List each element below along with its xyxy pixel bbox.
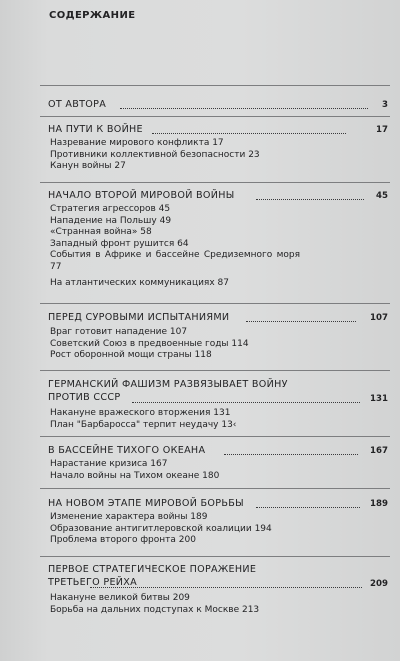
toc-item: «Странная война» 58 [50,227,152,238]
toc-item: Накануне вражеского вторжения 131 [50,408,231,418]
chapter-page: 3 [382,100,388,110]
chapter-divider [40,370,390,371]
chapter-page: 209 [370,579,388,589]
chapter-title: ГЕРМАНСКИЙ ФАШИЗМ РАЗВЯЗЫВАЕТ ВОЙНУ ПРОТИВ СССР [48,379,288,403]
chapter-title: В БАССЕЙНЕ ТИХОГО ОКЕАНА [48,445,206,456]
toc-chapter [48,311,388,362]
chapter-title: ОТ АВТОРА [48,99,107,110]
leader-dots [132,402,360,403]
toc-item: Проблема второго фронта 200 [50,535,196,546]
chapter-divider [40,556,390,557]
toc-item: Изменение характера войны 189 [50,512,208,522]
toc-chapter [48,497,388,547]
chapter-title: НА ПУТИ К ВОЙНЕ [48,124,143,135]
chapter-divider [40,182,390,183]
toc-chapter [48,98,388,111]
chapter-page: 189 [370,499,388,509]
page-title: СОДЕРЖАНИЕ [49,10,136,21]
toc-item: Советский Союз в предвоенные годы 114 [50,338,249,349]
toc-item: Начало войны на Тихом океане 180 [50,470,220,481]
chapter-title: НА НОВОМ ЭТАПЕ МИРОВОЙ БОРЬБЫ [48,498,244,509]
chapter-divider [40,116,390,117]
chapter-title: ПЕРВОЕ СТРАТЕГИЧЕСКОЕ ПОРАЖЕНИЕ ТРЕТЬЕГО РЕЙХА [48,564,257,588]
toc-item: На атлантических коммуникациях 87 [50,277,229,288]
leader-dots [256,199,364,200]
toc-item: Западный фронт рушится 64 [50,238,189,249]
chapter-page: 17 [376,125,388,135]
toc-chapter [48,563,388,616]
chapter-divider [40,488,390,489]
toc-item: Борьба на дальних подступах к Москве 213 [50,604,260,615]
chapter-page: 107 [370,313,388,323]
toc-item: События в Африке и бассейне Средиземного моря 77 [50,250,300,272]
toc-item: Образование антигитлеровской коалиции 194 [50,523,272,534]
chapter-title: ПЕРЕД СУРОВЫМИ ИСПЫТАНИЯМИ [48,312,230,323]
leader-dots [246,321,356,322]
toc-item: Накануне великой битвы 209 [50,593,190,603]
leader-dots [224,454,358,455]
chapter-page: 167 [370,446,388,456]
toc-item: Рост оборонной мощи страны 118 [50,350,212,361]
toc-item: Нарастание кризиса 167 [50,459,168,469]
chapter-page: 45 [376,191,388,201]
toc-chapter [48,123,388,173]
leader-dots [256,507,360,508]
chapter-divider [40,436,390,437]
leader-dots [152,133,346,134]
toc-chapter [48,189,388,289]
toc-item: Противники коллективной безопасности 23 [50,149,260,160]
chapter-divider [40,303,390,304]
toc-item: Канун войны 27 [50,161,126,172]
toc-item: Нападение на Польшу 49 [50,215,172,226]
chapter-divider [40,85,390,86]
chapter-page: 131 [370,394,388,404]
toc-chapter [48,378,388,431]
toc-item: Враг готовит нападение 107 [50,327,188,337]
chapter-title: НАЧАЛО ВТОРОЙ МИРОВОЙ ВОЙНЫ [48,190,235,201]
leader-dots [90,587,362,588]
toc-item: План "Барбаросса" терпит неудачу 13‹ [50,419,237,430]
toc-item: Стратегия агрессоров 45 [50,204,171,214]
leader-dots [120,108,368,109]
toc-chapter [48,444,388,482]
toc-item: Назревание мирового конфликта 17 [50,138,224,148]
